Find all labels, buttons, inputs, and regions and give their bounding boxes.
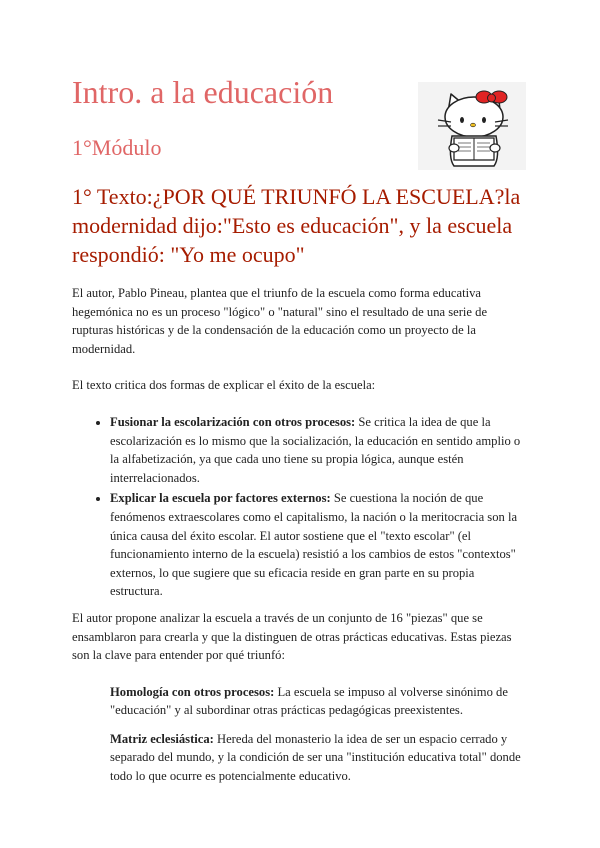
list-item-term: Fusionar la escolarización con otros procesos: (110, 414, 356, 429)
list-item (110, 489, 527, 601)
intro-paragraph: El autor, Pablo Pineau, plantea que el triunfo de la escuela como forma educativa hegemónica no es un proceso "lógico" o "natural" sino el resultado de una serie de rupturas históricas y de la condensación de la educación como un proyecto de la modernidad. (72, 286, 488, 356)
piece-paragraph (72, 730, 527, 786)
critique-list (72, 413, 527, 601)
list-item (110, 413, 527, 487)
lead-paragraph: El texto critica dos formas de explicar el éxito de la escuela: (72, 378, 376, 393)
piece-term: Matriz eclesiástica: (110, 731, 214, 746)
hello-kitty-drawing (418, 82, 526, 170)
page-title: Intro. a la educación (72, 74, 334, 110)
list-item-text: Se cuestiona la noción de que fenómenos extraescolares como el capitalismo, la nación o la meritocracia son la única causa del éxito escolar. El autor sostiene que el "texto escolar" (el funcionamiento interno de la escuela) resistió a los cambios de estos "contextos" externos, lo que sugiere que su eficacia reside en gran parte en su propia estructura. (110, 491, 518, 599)
list-item-term: Explicar la escuela por factores externos: (110, 491, 331, 506)
pieces-intro-paragraph: El autor propone analizar la escuela a través de un conjunto de 16 "piezas" que se ensamblaron para crearla y que la distinguen de otras prácticas educativas. Estas piezas son la clave para entender por qué triunfó: (72, 610, 512, 663)
hello-kitty-reading-icon (418, 82, 526, 170)
module-subtitle: 1°Módulo (72, 135, 162, 160)
document-body (72, 284, 527, 796)
piece-paragraph (72, 683, 527, 720)
piece-text: La escuela se impuso al volverse sinónimo de "educación" y al subordinar otras prácticas pedagógicas preexistentes. (110, 684, 508, 718)
list-item-text: Se critica la idea de que la escolarización es lo mismo que la socialización, la educación en sentido amplio o la alfabetización, ya que cada uno tiene su propia lógica, aunque estén interrelacionados. (110, 414, 521, 485)
section-heading: 1° Texto:¿POR QUÉ TRIUNFÓ LA ESCUELA?la modernidad dijo:"Esto es educación", y la escuela respondió: "Yo me ocupo" (72, 184, 521, 267)
piece-text: Hereda del monasterio la idea de ser un espacio cerrado y separado del mundo, y la condición de ser una "institución educativa total" donde todo lo que ocurre es potencialmente educativo. (110, 731, 521, 784)
piece-term: Homología con otros procesos: (110, 684, 275, 699)
